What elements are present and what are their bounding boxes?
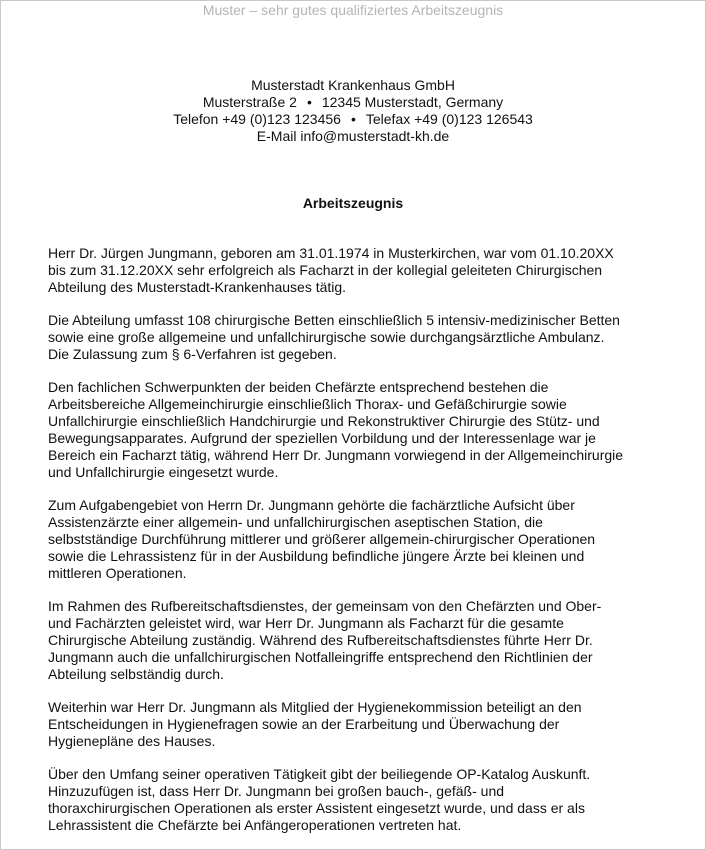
- text-line: sowie eine große allgemeine und unfallchirurgische sowie durchgangsärztliche Ambulanz.: [48, 329, 605, 345]
- contact-line: [1, 111, 705, 128]
- company-name: Musterstadt Krankenhaus GmbH: [251, 77, 455, 93]
- paragraph-4: [48, 497, 663, 582]
- text-line: sowie die Lehrassistenz für in der Ausbildung befindliche jüngere Ärzte bei kleinen und: [48, 548, 585, 564]
- text-line: Lehrassistent die Chefärzte bei Anfängeroperationen vertreten hat.: [48, 817, 462, 833]
- text-line: Unfallchirurgie einschließlich Handchirurgie und Rekonstruktiver Chirurgie des Stütz- und: [48, 413, 600, 429]
- street: Musterstraße 2: [202, 94, 297, 110]
- text-line: Bereich ein Facharzt tätig, während Herr Dr. Jungmann vorwiegend in der Allgemeinchirurgie: [48, 447, 624, 463]
- text-line: Hygienepläne des Hauses.: [48, 733, 216, 749]
- text-line: Die Zulassung zum § 6-Verfahren ist gegeben.: [48, 346, 337, 362]
- text-line: Entscheidungen in Hygienefragen sowie an der Erarbeitung und Überwachung der: [48, 716, 560, 732]
- text-line: Den fachlichen Schwerpunkten der beiden Chefärzte entsprechend bestehen die: [48, 379, 549, 395]
- address-line: [1, 94, 705, 111]
- text-line: selbstständige Durchführung mittlerer und größerer allgemein-chirurgischer Operationen: [48, 531, 596, 547]
- city: 12345 Musterstadt, Germany: [321, 94, 504, 110]
- text-line: Über den Umfang seiner operativen Tätigkeit gibt der beiliegende OP-Katalog Auskunft.: [48, 766, 591, 782]
- separator-bullet: •: [306, 94, 312, 110]
- text-line: bis zum 31.12.20XX sehr erfolgreich als Facharzt in der kollegial geleiteten Chirurgischen: [48, 262, 603, 278]
- paragraph-3: [48, 379, 663, 481]
- email: E-Mail info@musterstadt-kh.de: [256, 128, 450, 144]
- paragraph-5: [48, 598, 663, 683]
- text-line: thoraxchirurgischen Operationen als erster Assistent eingesetzt wurde, und dass er als: [48, 800, 585, 816]
- text-line: und Unfallchirurgie eingesetzt wurde.: [48, 464, 279, 480]
- paragraph-2: [48, 312, 663, 363]
- text-line: Abteilung selbständig durch.: [48, 666, 224, 682]
- separator-bullet: •: [350, 111, 356, 127]
- text-line: Jungmann auch die unfallchirurgischen Notfalleingriffe entsprechend den Richtlinien der: [48, 649, 593, 665]
- paragraph-7: [48, 766, 663, 834]
- document-title: Arbeitszeugnis: [302, 195, 404, 211]
- text-line: Zum Aufgabengebiet von Herrn Dr. Jungmann gehörte die fachärztliche Aufsicht über: [48, 497, 575, 513]
- letterhead: [1, 77, 705, 145]
- text-line: Hinzuzufügen ist, dass Herr Dr. Jungmann bei großen bauch-, gefäß- und: [48, 783, 505, 799]
- paragraph-6: [48, 699, 663, 750]
- header-caption: Muster – sehr gutes qualifiziertes Arbeitszeugnis: [202, 2, 504, 18]
- text-line: Im Rahmen des Rufbereitschaftsdienstes, der gemeinsam von den Chefärzten und Ober-: [48, 598, 602, 614]
- text-line: Weiterhin war Herr Dr. Jungmann als Mitglied der Hygienekommission beteiligt an den: [48, 699, 582, 715]
- text-line: Bewegungsapparates. Aufgrund der speziellen Vorbildung und der Interessenlage war je: [48, 430, 596, 446]
- text-line: Chirurgische Abteilung zuständig. Während des Rufbereitschaftsdienstes führte Herr Dr.: [48, 632, 593, 648]
- document-body: [48, 245, 663, 850]
- phone: Telefon +49 (0)123 123456: [173, 111, 341, 127]
- text-line: und Fachärzten geleistet wird, war Herr Dr. Jungmann als Facharzt für die gesamte: [48, 615, 564, 631]
- text-line: Assistenzärzte einer allgemein- und unfallchirurgischen aseptischen Station, die: [48, 514, 543, 530]
- paragraph-1: [48, 245, 663, 296]
- text-line: Arbeitsbereiche Allgemeinchirurgie einschließlich Thorax- und Gefäßchirurgie sowie: [48, 396, 567, 412]
- fax: Telefax +49 (0)123 126543: [365, 111, 533, 127]
- text-line: Herr Dr. Jürgen Jungmann, geboren am 31.01.1974 in Musterkirchen, war vom 01.10.20XX: [48, 245, 614, 261]
- text-line: Die Abteilung umfasst 108 chirurgische Betten einschließlich 5 intensiv-medizinischer Betten: [48, 312, 620, 328]
- text-line: Abteilung des Musterstadt-Krankenhauses tätig.: [48, 279, 347, 295]
- text-line: mittleren Operationen.: [48, 565, 187, 581]
